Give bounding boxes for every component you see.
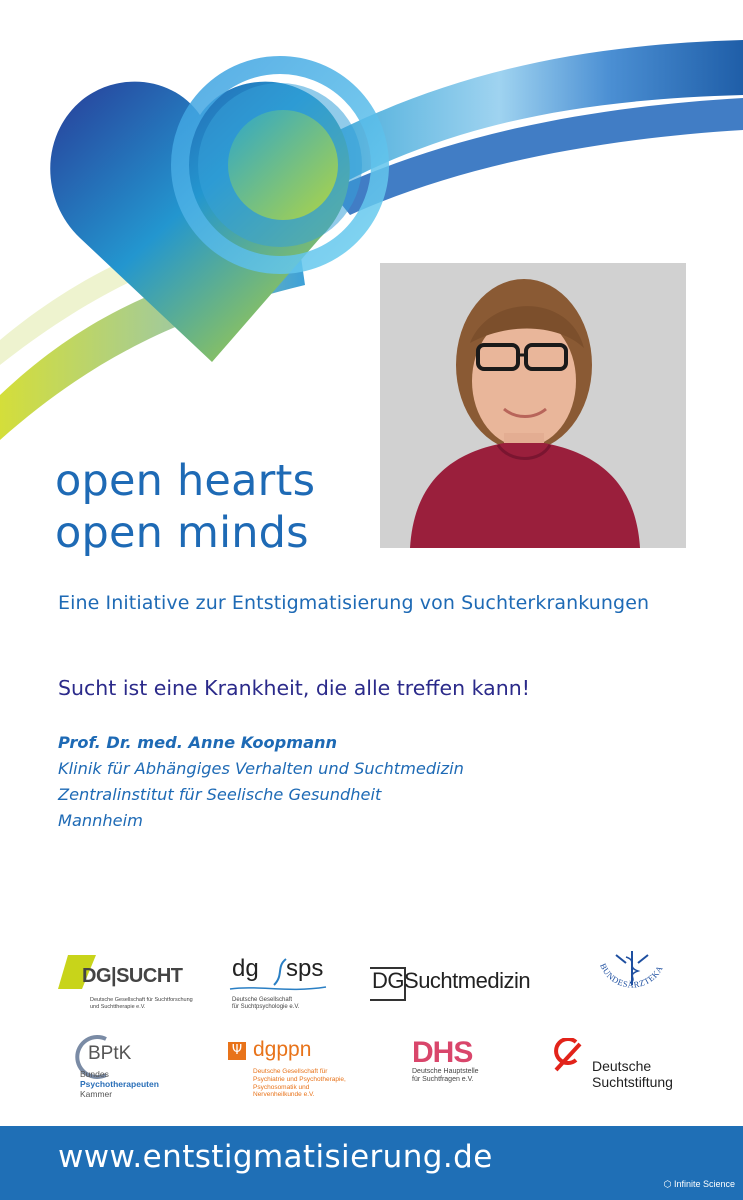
svg-text:BUNDESÄRZTEKAMMER [592,945,665,990]
speaker-clinic: Klinik für Abhängiges Verhalten und Suchtmedizin [58,759,464,778]
dgsps-sub2: für Suchtpsychologie e.V. [232,1004,300,1010]
speaker-institute: Zentralinstitut für Seelische Gesundheit [58,785,382,804]
dgppn-sub1: Deutsche Gesellschaft für [253,1068,328,1075]
cube-icon: ⬡ [663,1179,672,1189]
bptk-line1: Bundes [80,1069,109,1079]
dgsuchtmedizin-suffix: uchtmedizin [418,968,531,993]
suchtstiftung-line2: Suchtstiftung [592,1074,673,1090]
publisher-credit [664,1179,735,1190]
bptk-logo [72,1035,182,1103]
dgsps-sub1: Deutsche Gesellschaft [232,997,293,1003]
slogan-line-2: open minds [55,508,309,558]
dgsucht-sub2: und Suchttherapie e.V. [90,1004,146,1010]
bptk-abbr: BPtK [88,1043,132,1064]
website-link[interactable]: www.entstigmatisierung.de [58,1139,493,1175]
dgsuchtmedizin-prefix: DGS [372,968,419,993]
dgppn-logo [228,1040,368,1106]
bptk-line3: Kammer [80,1089,113,1099]
quote-headline: Sucht ist eine Krankheit, die alle treffen kann! [58,676,530,700]
dgppn-sub4: Nervenheilkunde e.V. [253,1091,315,1099]
footer-bar [0,1126,743,1200]
baek-logo [592,945,672,1015]
dgsuchtmedizin-logo [370,965,560,1001]
dgppn-symbol-icon: Ψ [228,1042,246,1060]
dgsucht-sub1: Deutsche Gesellschaft für Suchtforschung [90,997,193,1003]
dhs-logo [412,1036,512,1090]
suchtstiftung-logo [552,1038,702,1094]
dgsucht-logo [58,955,208,1015]
speaker-city: Mannheim [58,811,143,830]
speaker-info [58,730,464,834]
initiative-subtitle: Eine Initiative zur Entstigmatisierung von Suchterkrankungen [58,592,650,614]
bptk-line2: Psychotherapeuten [80,1079,159,1089]
baek-ring-text: BUNDESÄRZTEKA [598,961,665,990]
dhs-abbr: DHS [412,1036,473,1069]
publisher-name: Infinite Science [673,1179,735,1189]
speaker-photo [380,263,686,548]
dgsucht-title: DG|SUCHT [82,965,183,987]
dgppn-name: dgppn [253,1038,312,1061]
dgsps-left: dg [232,955,259,982]
dhs-sub1: Deutsche Hauptstelle [412,1068,479,1075]
dgppn-sub2: Psychiatrie und Psychotherapie, [253,1075,346,1083]
speaker-name: Prof. Dr. med. Anne Koopmann [58,733,338,752]
dhs-sub2: für Suchtfragen e.V. [412,1076,474,1083]
suchtstiftung-line1: Deutsche [592,1058,652,1074]
suchtstiftung-mark-icon [552,1038,586,1074]
dgsps-right: sps [286,955,324,982]
slogan-line-1: open hearts [55,456,316,506]
dgsps-logo [228,955,338,1015]
dgppn-sub3: Psychosomatik und [253,1083,310,1091]
